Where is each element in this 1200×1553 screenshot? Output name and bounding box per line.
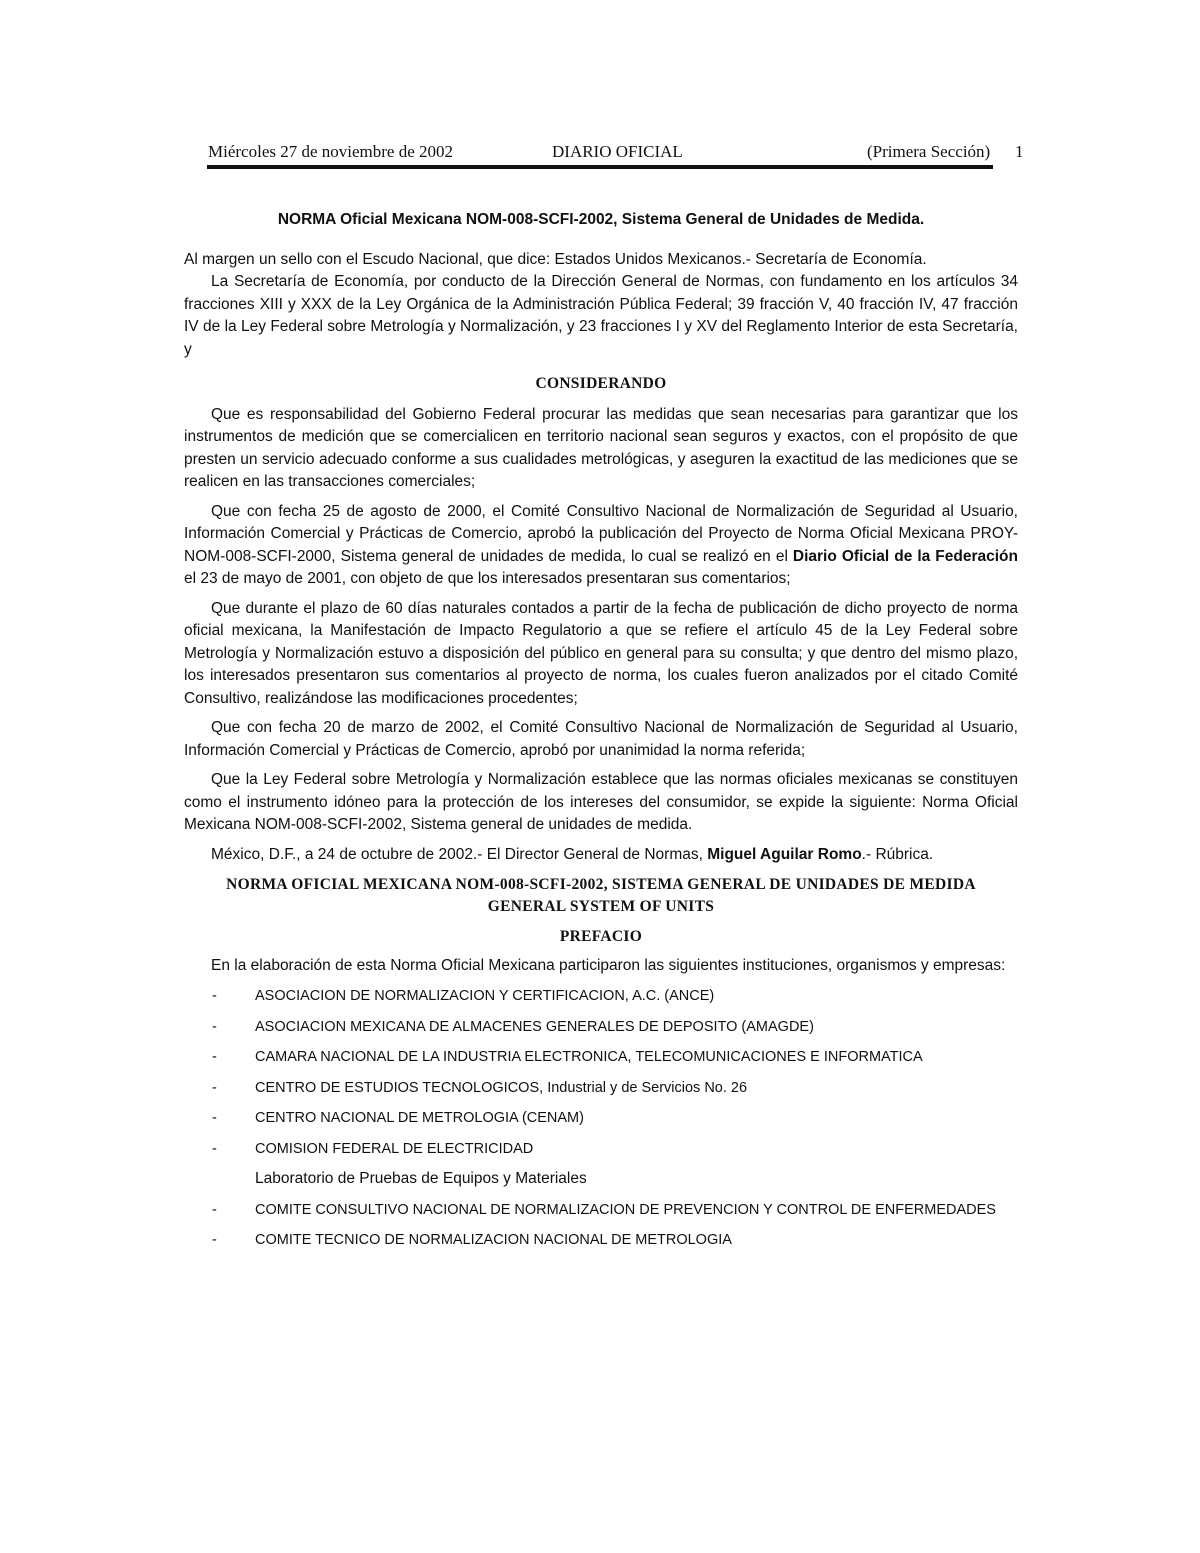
list-dash: - — [212, 1018, 217, 1035]
institution-list — [184, 985, 1018, 1160]
signatory-name: Miguel Aguilar Romo — [707, 845, 862, 863]
considerando-paragraph-5: Que la Ley Federal sobre Metrología y Normalización establece que las normas oficiales mexicanas se constituyen como el instrumento idóneo para la protección de los intereses del consumidor, se expide la siguiente: Norma Oficial Mexicana NOM-008-SCFI-2002, Sistema general de unidades de medida. — [184, 771, 1018, 833]
institution-list-continued — [184, 1199, 1018, 1252]
considerando-paragraph-1: Que es responsabilidad del Gobierno Federal procurar las medidas que sean necesarias para garantizar que los instrumentos de medición que se comercialicen en territorio nacional sean seguros y exactos, con el propósito de que presten un servicio adecuado conforme a sus cualidades metrológicas, y aseguren la exactitud de las mediciones que se realicen en las transacciones comerciales; — [184, 405, 1018, 490]
list-item-text: ASOCIACION DE NORMALIZACION Y CERTIFICACION, A.C. (ANCE) — [255, 988, 715, 1004]
signature-paragraph — [184, 844, 1018, 867]
running-header — [208, 142, 1028, 166]
list-item-text: COMITE CONSULTIVO NACIONAL DE NORMALIZACION DE PREVENCION Y CONTROL DE ENFERMEDADES — [255, 1201, 996, 1218]
norma-heading-line-1: NORMA OFICIAL MEXICANA NOM-008-SCFI-2002, SISTEMA GENERAL DE UNIDADES DE MEDIDA — [226, 876, 976, 893]
list-item — [184, 1138, 1018, 1161]
prefacio-heading: PREFACIO — [559, 928, 643, 945]
header-publication: DIARIO OFICIAL — [552, 142, 683, 161]
considerando-heading: CONSIDERANDO — [535, 375, 667, 392]
paragraph-text: .- Rúbrica. — [861, 845, 934, 863]
list-sub-item: Laboratorio de Pruebas de Equipos y Materiales — [255, 1170, 587, 1187]
list-item-text: COMITE TECNICO DE NORMALIZACION NACIONAL DE METROLOGIA — [255, 1232, 732, 1248]
header-date: Miércoles 27 de noviembre de 2002 — [208, 142, 454, 161]
list-dash: - — [212, 1232, 217, 1248]
norma-heading — [184, 874, 1018, 918]
prefacio-intro: En la elaboración de esta Norma Oficial Mexicana participaron las siguientes instituciones, organismos y empresas: — [211, 956, 1006, 974]
list-item-text: COMISION FEDERAL DE ELECTRICIDAD — [255, 1140, 534, 1157]
considerando-paragraph-2 — [184, 501, 1018, 591]
document-title: NORMA Oficial Mexicana NOM-008-SCFI-2002, Sistema General de Unidades de Medida. — [277, 211, 925, 228]
list-item-text: CENTRO NACIONAL DE METROLOGIA (CENAM) — [255, 1110, 584, 1126]
paragraph-text: Que con fecha 25 de agosto de 2000, el Comité Consultivo Nacional de Normalización de Seguridad al Usuario, Información Comercial y Prácticas de Comercio, aprobó la publicación del Proyecto de Norma Oficial Mexicana PROY-NOM-008-SCFI-2000, Sistema general de unidades de medida, lo cual se realizó en el — [184, 502, 1018, 565]
list-item — [184, 1077, 1018, 1100]
list-item-text: ASOCIACION MEXICANA DE ALMACENES GENERALES DE DEPOSITO (AMAGDE) — [255, 1018, 814, 1035]
list-item — [184, 1046, 1018, 1069]
bold-publication-name: Diario Oficial de la Federación — [792, 547, 1018, 565]
list-item — [184, 1199, 1018, 1222]
list-dash: - — [212, 1110, 217, 1126]
list-item — [184, 1016, 1018, 1039]
considerando-paragraph-4: Que con fecha 20 de marzo de 2002, el Comité Consultivo Nacional de Normalización de Seguridad al Usuario, Información Comercial y Prácticas de Comercio, aprobó por unanimidad la norma referida; — [184, 719, 1018, 759]
list-item — [184, 1107, 1018, 1130]
norma-heading-line-2: GENERAL SYSTEM OF UNITS — [487, 898, 715, 915]
list-dash: - — [212, 1049, 217, 1065]
intro-basis-paragraph: La Secretaría de Economía, por conducto de la Dirección General de Normas, con fundamento en los artículos 34 fracciones XIII y XXX de la Ley Orgánica de la Administración Pública Federal; 39 fracción V, 40 fracción IV, 47 fracción IV de la Ley Federal sobre Metrología y Normalización, y 23 fracciones I y XV del Reglamento Interior de esta Secretaría, y — [184, 273, 1018, 358]
list-dash: - — [212, 988, 217, 1004]
list-item-text: CAMARA NACIONAL DE LA INDUSTRIA ELECTRONICA, TELECOMUNICACIONES E INFORMATICA — [255, 1049, 923, 1065]
paragraph-text: el 23 de mayo de 2001, con objeto de que los interesados presentaran sus comentarios; — [184, 570, 791, 587]
list-item-text: CENTRO DE ESTUDIOS TECNOLOGICOS, Industrial y de Servicios No. 26 — [255, 1079, 748, 1096]
list-dash: - — [212, 1140, 217, 1157]
paragraph-text: México, D.F., a 24 de octubre de 2002.- El Director General de Normas, — [211, 845, 708, 863]
list-item — [184, 985, 1018, 1008]
list-item — [184, 1229, 1018, 1252]
document-body — [184, 209, 1018, 1260]
header-section: (Primera Sección) — [867, 142, 991, 161]
page-number: 1 — [1015, 142, 1024, 161]
header-rule — [207, 165, 993, 169]
list-dash: - — [212, 1201, 217, 1218]
considerando-paragraph-3: Que durante el plazo de 60 días naturales contados a partir de la fecha de publicación de dicho proyecto de norma oficial mexicana, la Manifestación de Impacto Regulatorio a que se refiere el artículo 45 de la Ley Federal sobre Metrología y Normalización estuvo a disposición del público en general para su consulta; y que dentro del mismo plazo, los interesados presentaron sus comentarios al proyecto de norma, los cuales fueron analizados por el citado Comité Consultivo, realizándose las modificaciones procedentes; — [184, 599, 1018, 707]
intro-seal-paragraph: Al margen un sello con el Escudo Nacional, que dice: Estados Unidos Mexicanos.- Secretaría de Economía. — [184, 250, 927, 268]
list-dash: - — [212, 1079, 217, 1096]
